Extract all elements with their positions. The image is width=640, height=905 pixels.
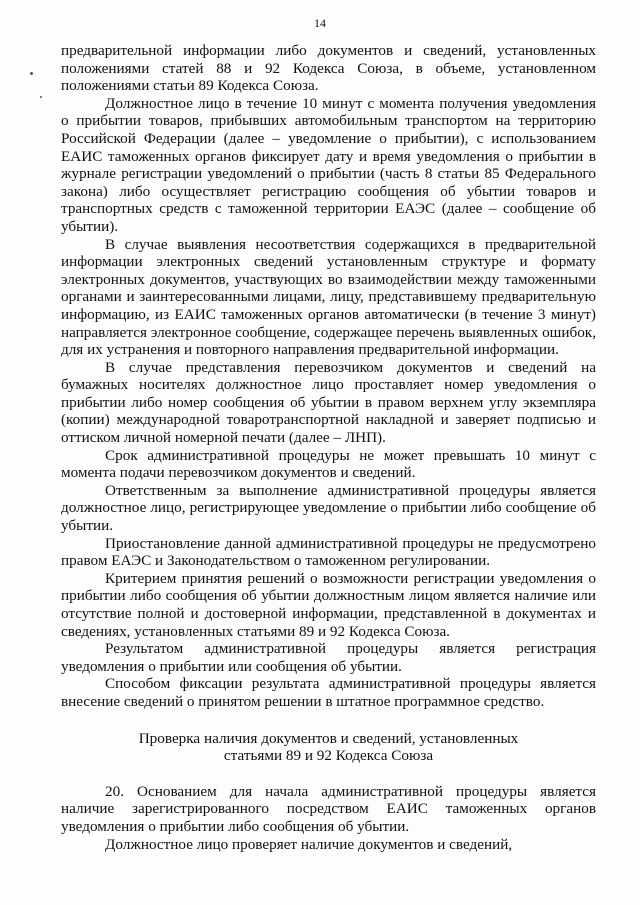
paragraph: Результатом административной процедуры является регистрация уведомления о прибытии или сообщения об убытии. xyxy=(61,640,596,675)
section-heading-line: статьями 89 и 92 Кодекса Союза xyxy=(223,747,434,765)
paragraph: Должностное лицо в течение 10 минут с момента получения уведомления о прибытии товаров, прибывших автомобильным транспортом на территорию Российской Федерации (далее – уведомление о прибытии), с использованием ЕАИС таможенных органов фиксирует дату и время уведомления о прибытии в журнале регистрации уведомлений о прибытии (часть 8 статьи 85 Федерального закона) либо осуществляет регистрацию сообщения об убытии товаров и транспортных средств с таможенной территории ЕАЭС (далее – сообщение об убытии). xyxy=(61,94,596,235)
paragraph: Критерием принятия решений о возможности регистрации уведомления о прибытии либо сообщения об убытии должностным лицом является наличие или отсутствие полной и достоверной информации, представленной в документах и сведениях, установленных статьями 89 и 92 Кодекса Союза. xyxy=(61,569,596,640)
paragraph: Срок административной процедуры не может превышать 10 минут с момента подачи перевозчиком документов и сведений. xyxy=(61,446,596,482)
paragraph: Способом фиксации результата административной процедуры является внесение сведений о принятом решении в штатное программное средство. xyxy=(61,675,596,710)
scan-speck-mark xyxy=(30,72,33,75)
paragraph: Приостановление данной административной процедуры не предусмотрено правом ЕАЭС и Законодательством о таможенном регулировании. xyxy=(61,534,596,570)
page-number: 14 xyxy=(314,16,326,30)
section-heading-line: Проверка наличия документов и сведений, установленных xyxy=(138,729,519,747)
paragraph: предварительной информации либо документов и сведений, установленных положениями статей 88 и 92 Кодекса Союза, в объеме, установленном положениями статьи 89 Кодекса Союза. xyxy=(61,42,596,95)
paragraph: Должностное лицо проверяет наличие документов и сведений, xyxy=(105,835,513,853)
paragraph: 20. Основанием для начала административной процедуры является наличие зарегистрированного посредством ЕАИС таможенных органов уведомления о прибытии либо сообщения об убытии. xyxy=(61,782,596,835)
paragraph: В случае выявления несоответствия содержащихся в предварительной информации электронных сведений установленным структуре и формату электронных документов, участвующих во взаимодействии между таможенными органами и заинтересованными лицами, лицу, представившему предварительную информацию, из ЕАИС таможенных органов автоматически (в течение 3 минут) направляется электронное сообщение, содержащее перечень выявленных ошибок, для их устранения и повторного направления предварительной информации. xyxy=(61,235,596,359)
scan-speck-mark xyxy=(40,96,42,98)
document-body xyxy=(61,42,596,853)
paragraph: В случае представления перевозчиком документов и сведений на бумажных носителях должностное лицо проставляет номер уведомления о прибытии либо номер сообщения об убытии в правом верхнем углу экземпляра (копии) международной товаротранспортной накладной и заверяет подписью и оттиском личной номерной печати (далее – ЛНП). xyxy=(61,358,596,447)
paragraph: Ответственным за выполнение административной процедуры является должностное лицо, регистрирующее уведомление о прибытии либо сообщение об убытии. xyxy=(61,481,596,535)
section-heading xyxy=(61,730,596,765)
